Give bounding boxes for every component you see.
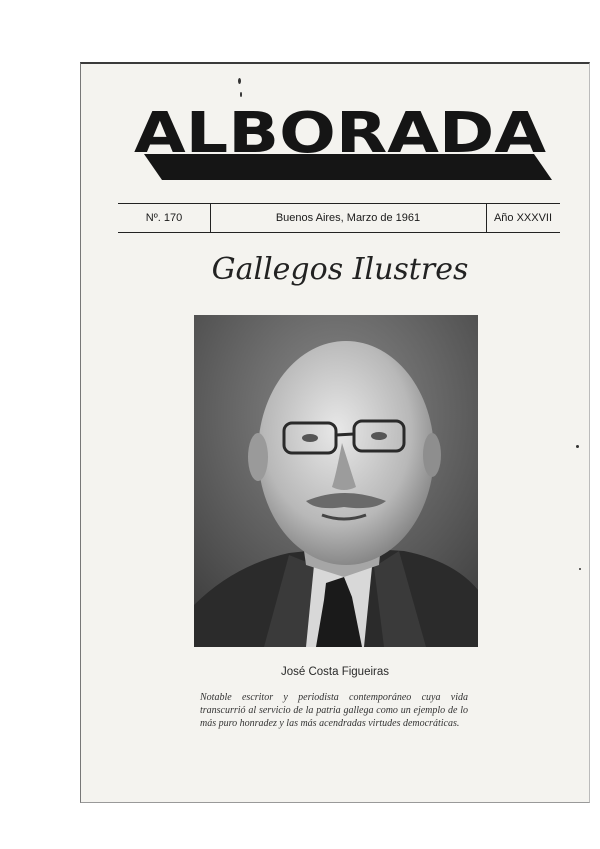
portrait-photo [194,315,478,647]
issue-number: Nº. 170 [145,212,183,224]
place-date: Buenos Aires, Marzo de 1961 [275,212,421,224]
section-title: Gallegos Ilustres [211,252,469,287]
portrait-illustration [194,315,478,647]
masthead [126,100,556,192]
print-speck [238,78,241,84]
print-speck [576,445,579,448]
portrait-caption-text: Notable escritor y periodista contemporáneo cuya vida transcurrió al servicio de la patria gallega como un ejemplo de lo más puro honradez y las más acendradas virtudes democráticas. [200,692,468,729]
masthead-title: ALBORADA [134,101,547,166]
print-speck [240,92,242,97]
issue-info-bar [118,203,560,233]
masthead-logo [126,100,556,192]
publication-year: Año XXXVII [493,212,553,224]
print-speck [579,568,581,570]
portrait-caption-name: José Costa Figueiras [280,666,390,678]
